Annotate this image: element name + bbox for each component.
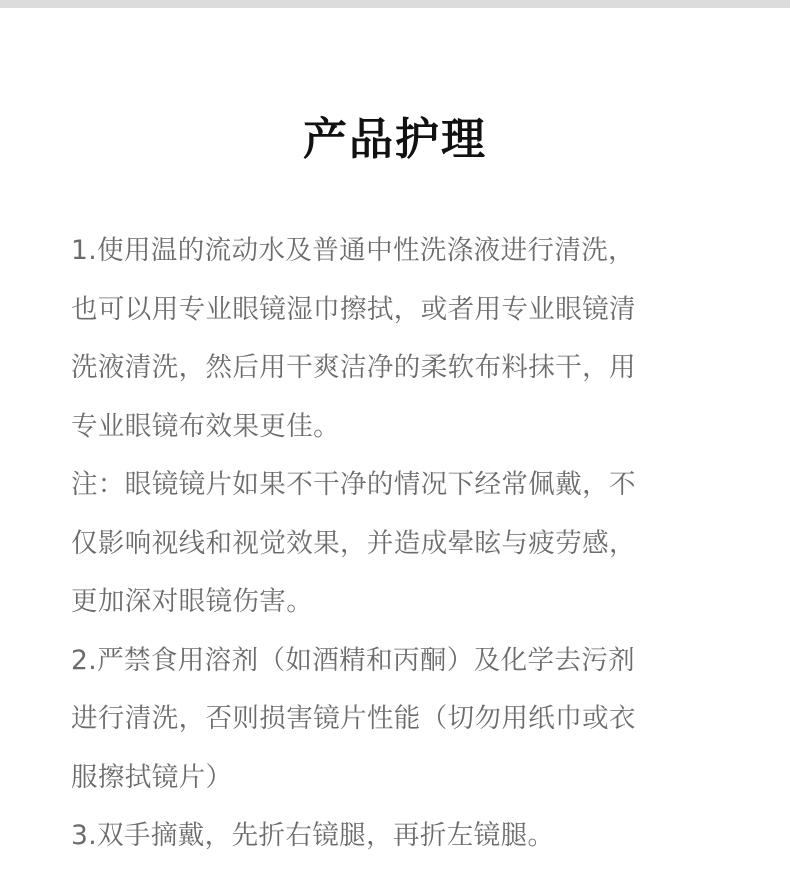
care-line-2: 也可以用专业眼镜湿巾擦拭，或者用专业眼镜清 <box>71 293 636 325</box>
care-line-9: 进行清洗，否则损害镜片性能（切勿用纸巾或衣 <box>71 703 636 734</box>
top-divider-strip <box>0 0 790 8</box>
care-instructions <box>71 222 721 866</box>
care-line-6: 仅影响视线和视觉效果，并造成晕眩与疲劳感， <box>71 527 636 559</box>
care-line-3: 洗液清洗，然后用干爽洁净的柔软布料抹干，用 <box>71 352 636 383</box>
care-line-7: 更加深对眼镜伤害。 <box>71 586 314 617</box>
care-line-4: 专业眼镜布效果更佳。 <box>71 410 340 442</box>
care-line-11: 3.双手摘戴，先折右镜腿，再折左镜腿。 <box>71 820 555 851</box>
care-line-8: 2.严禁食用溶剂（如酒精和丙酮）及化学去污剂 <box>71 644 636 676</box>
care-line-10: 服擦拭镜片） <box>71 761 233 793</box>
page-title: 产品护理 <box>303 114 487 165</box>
care-line-5: 注：眼镜镜片如果不干净的情况下经常佩戴，不 <box>71 469 636 500</box>
care-line-1: 1.使用温的流动水及普通中性洗涤液进行清洗， <box>71 235 636 266</box>
